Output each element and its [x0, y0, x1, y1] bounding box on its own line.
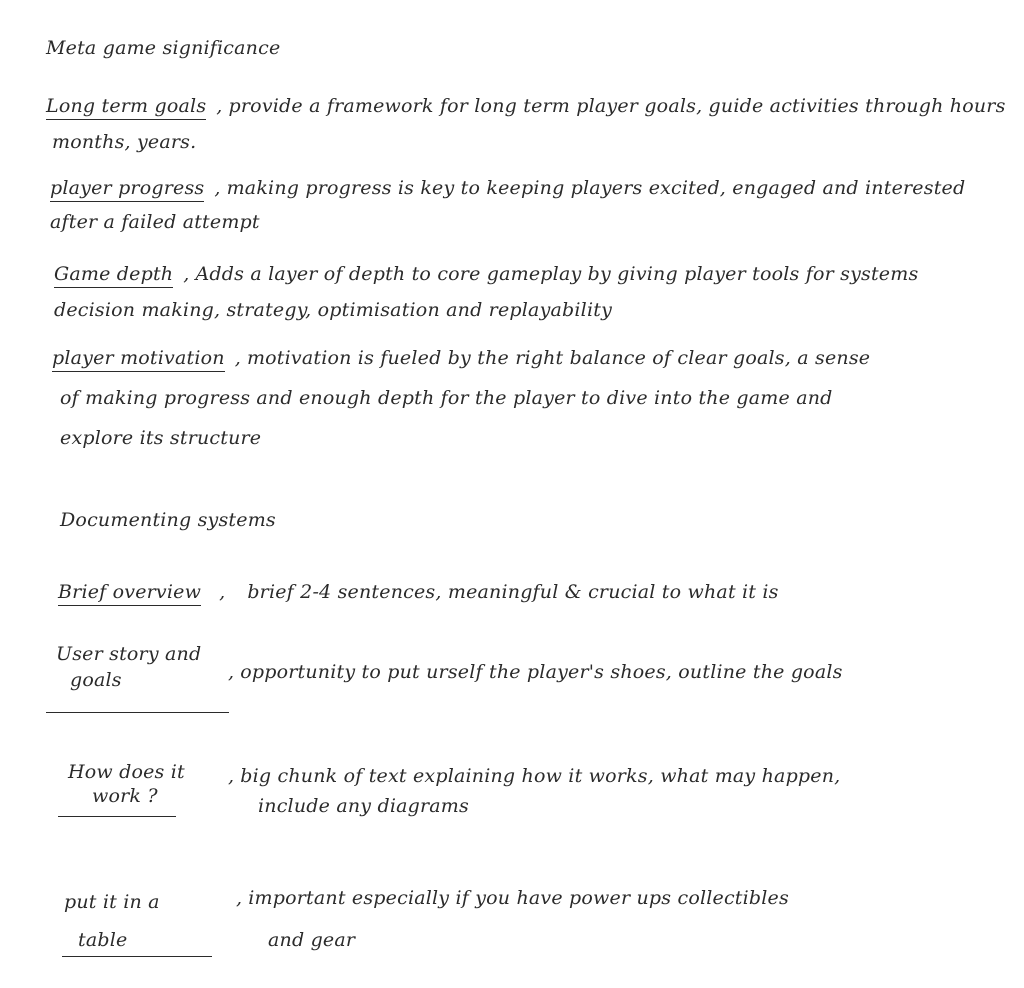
note-text-continued: explore its structure	[60, 427, 262, 449]
term-game-depth: Game depth	[54, 262, 173, 288]
note-text: motivation is fueled by the right balance of clear goals, a sense	[246, 347, 871, 369]
separator: ,	[236, 887, 243, 909]
term-put-it-in-a-table-line1: put it in a	[64, 891, 160, 913]
term-user-story-line1: User story and	[56, 643, 202, 665]
note-text: making progress is key to keeping players excited, engaged and interested	[226, 177, 966, 199]
term-player-progress: player progress	[50, 176, 204, 202]
separator: ,	[183, 263, 190, 285]
note-text-continued: decision making, strategy, optimisation and replayability	[54, 299, 613, 321]
note-item-player-motivation	[52, 346, 870, 372]
separator: ,	[234, 347, 241, 369]
note-text: important especially if you have power ups collectibles	[248, 887, 789, 909]
note-item-long-term-goals	[46, 94, 1006, 120]
term-underline	[62, 956, 212, 957]
section-title-documenting-systems: Documenting systems	[60, 509, 276, 531]
term-underline	[46, 712, 229, 713]
note-item-how-does-it-work	[228, 764, 840, 788]
note-item-game-depth	[54, 262, 918, 288]
note-text: provide a framework for long term player goals, guide activities through hours	[228, 95, 1006, 117]
note-text-continued: and gear	[268, 929, 356, 951]
note-text: Adds a layer of depth to core gameplay by giving player tools for systems	[195, 263, 919, 285]
section-title-meta-game: Meta game significance	[46, 37, 281, 59]
note-text: opportunity to put urself the player's shoes, outline the goals	[240, 661, 843, 683]
term-how-does-it-work-line2: work ?	[92, 785, 158, 807]
note-item-user-story	[228, 660, 843, 684]
note-item-put-it-in-a-table	[236, 886, 789, 910]
term-brief-overview: Brief overview	[58, 580, 201, 606]
term-long-term-goals: Long term goals	[46, 94, 206, 120]
note-text-continued: include any diagrams	[258, 795, 469, 817]
term-underline	[58, 816, 176, 817]
note-item-brief-overview	[58, 580, 779, 606]
separator: ,	[214, 177, 221, 199]
term-player-motivation: player motivation	[52, 346, 225, 372]
note-text-continued: months, years.	[52, 131, 197, 153]
note-text: brief 2-4 sentences, meaningful & crucial to what it is	[247, 581, 779, 603]
note-text-continued: after a failed attempt	[50, 211, 260, 233]
separator: ,	[228, 661, 235, 683]
separator: ,	[219, 581, 226, 603]
term-how-does-it-work-line1: How does it	[68, 761, 185, 783]
note-text: big chunk of text explaining how it works, what may happen,	[240, 765, 841, 787]
term-put-it-in-a-table-line2: table	[78, 929, 128, 951]
note-item-player-progress	[50, 176, 965, 202]
term-user-story-line2: goals	[70, 669, 122, 691]
note-text-continued: of making progress and enough depth for the player to dive into the game and	[60, 387, 833, 409]
separator: ,	[228, 765, 235, 787]
separator: ,	[216, 95, 223, 117]
